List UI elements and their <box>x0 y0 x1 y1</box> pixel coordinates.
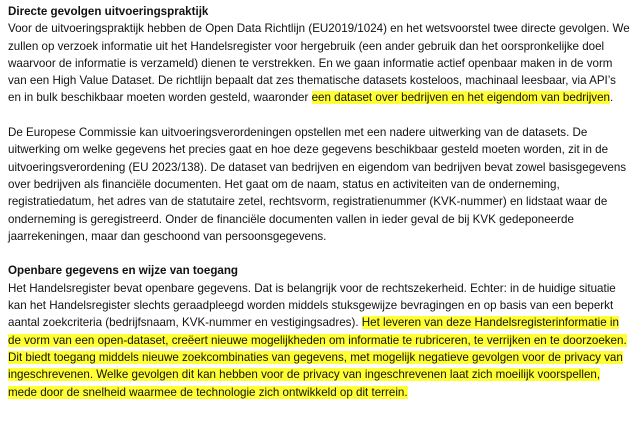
paragraph-spacer <box>8 107 631 124</box>
paragraph-text: Voor de uitvoeringspraktijk hebben de Open Data Richtlijn (EU2019/1024) en het wetsvoorstel twee directe gevolgen. We zullen op verzoek informatie uit het Handelsregister voor hergebruik (een ander gebruik dan het oorspronkelijke doel waarvoor de informatie is verzameld) dienen te verstrekken. En we gaan informatie actief openbaar maken in de vorm van een High Value Dataset. De richtlijn bepaalt dat zes thematische datasets kosteloos, machinaal leesbaar, via API’s en in bulk beschikbaar moeten worden gesteld, waaronder <box>8 22 630 105</box>
section-heading-openbare-gegevens: Openbare gegevens en wijze van toegang <box>8 264 239 278</box>
paragraph-spacer <box>8 245 631 262</box>
paragraph-uitvoeringsverordening: De Europese Commissie kan uitvoeringsverordeningen opstellen met een nadere uitwerking van de datasets. De uitwerking om welke gegevens het precies gaat en hoe deze gegevens beschikbaar gesteld moeten worden, zit in de uitvoeringsverordening (EU 2023/138). De dataset van bedrijven en eigendom van bedrijven bevat zowel basisgegevens over bedrijven als financiële documenten. Het gaat om de naam, status en activiteiten van de onderneming, registratiedatum, het adres van de statutaire zetel, rechtsvorm, registratienummer (KVK-nummer) en lidstaat waar de onderneming is geregistreerd. Onder de financiële documenten vallen in ieder geval de bij KVK gedeponeerde jaarrekeningen, maar dan geschoond van persoonsgegevens. <box>8 126 627 243</box>
paragraph-end: . <box>609 91 614 105</box>
highlighted-text: een dataset over bedrijven en het eigendom van bedrijven <box>311 91 610 105</box>
paragraph-open-data-richtlijn <box>8 20 631 106</box>
paragraph-text: Het Handelsregister bevat openbare gegevens. Dat is belangrijk voor de rechtszekerheid. Echter: in de huidige situatie kan het Handelsregister slechts geraadpleegd worden middels stuksgewijze bevragingen en op basis van een beperkt aantal zoekcriteria (bedrijfsnaam, KVK-nummer en vestigingsadres). <box>8 281 616 330</box>
highlighted-text: Het leveren van deze Handelsregisterinformatie in de vorm van een open-dataset, creëert nieuwe mogelijkheden om informatie te rubriceren, te verrijken en te doorzoeken. Dit biedt toegang middels nieuwe zoekcombinaties van gegevens, met mogelijk negatieve gevolgen voor de privacy van ingeschrevenen. Welke gevolgen dit kan hebben voor de privacy van ingeschrevenen laat zich moeilijk voorspellen, mede door de snelheid waarmee de technologie zich ontwikkeld op dit terrein. <box>8 316 627 399</box>
paragraph-handelsregister <box>8 280 631 401</box>
section-heading-directe-gevolgen: Directe gevolgen uitvoeringspraktijk <box>8 5 209 18</box>
